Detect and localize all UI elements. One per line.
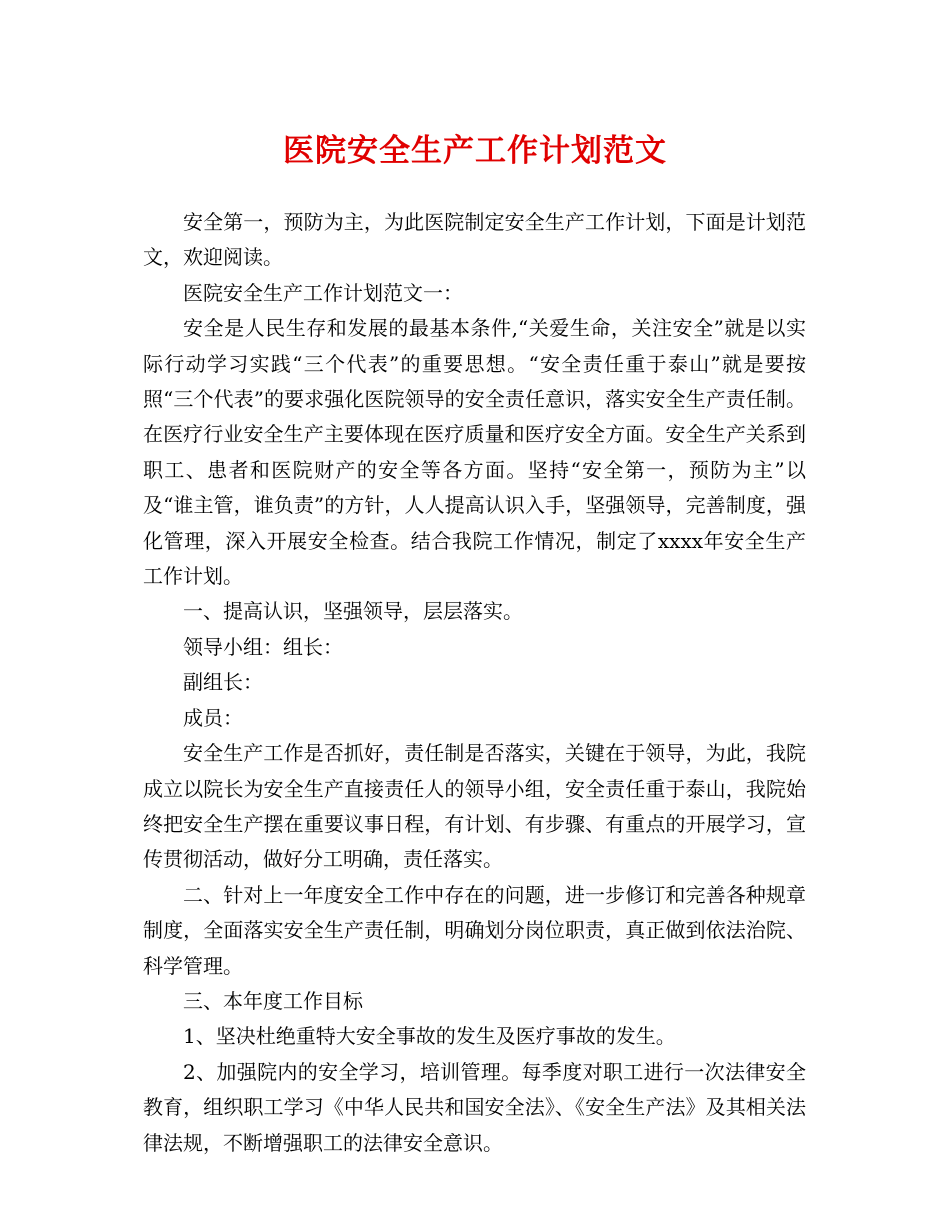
paragraph-goal-two: 2、加强院内的安全学习，培训管理。每季度对职工进行一次法律安全教育，组织职工学习《中华人民共和国安全法》、《安全生产法》及其相关法律法规，不断增强职工的法律安全意识。: [143, 1059, 806, 1155]
document-body: [143, 205, 806, 1161]
paragraph-deputy-leader: 副组长：: [183, 670, 263, 695]
paragraph-intro: 安全第一，预防为主，为此医院制定安全生产工作计划，下面是计划范文，欢迎阅读。: [143, 210, 806, 270]
paragraph-section-heading: 医院安全生产工作计划范文一：: [183, 280, 463, 305]
document-title: 医院安全生产工作计划范文: [283, 133, 667, 169]
paragraph-responsibility: 安全生产工作是否抓好，责任制是否落实，关键在于领导，为此，我院成立以院长为安全生产直接责任人的领导小组，安全责任重于泰山，我院始终把安全生产摆在重要议事日程，有计划、有步骤、有重点的开展学习，宣传贯彻活动，做好分工明确，责任落实。: [143, 741, 806, 872]
paragraph-safety-overview: 安全是人民生存和发展的最基本条件,“关爱生命，关注安全”就是以实际行动学习实践“三个代表”的重要思想。“安全责任重于泰山”就是要按照“三个代表”的要求强化医院领导的安全责任意识，落实安全生产责任制。在医疗行业安全生产主要体现在医疗质量和医疗安全方面。安全生产关系到职工、患者和医院财产的安全等各方面。坚持“安全第一，预防为主”以及“谁主管，谁负责”的方针，人人提高认识入手，坚强领导，完善制度，强化管理，深入开展安全检查。结合我院工作情况，制定了xxxx年安全生产工作计划。: [143, 316, 806, 589]
paragraph-goal-one: 1、坚决杜绝重特大安全事故的发生及医疗事故的发生。: [183, 1024, 676, 1049]
paragraph-item-two: 二、针对上一年度安全工作中存在的问题，进一步修订和完善各种规章制度，全面落实安全生产责任制，明确划分岗位职责，真正做到依法治院、科学管理。: [143, 882, 806, 978]
paragraph-members: 成员：: [183, 705, 243, 730]
paragraph-item-one-heading: 一、提高认识，坚强领导，层层落实。: [183, 599, 523, 624]
paragraph-leader-group: 领导小组：组长：: [183, 634, 343, 659]
paragraph-item-three-heading: 三、本年度工作目标: [183, 988, 363, 1013]
